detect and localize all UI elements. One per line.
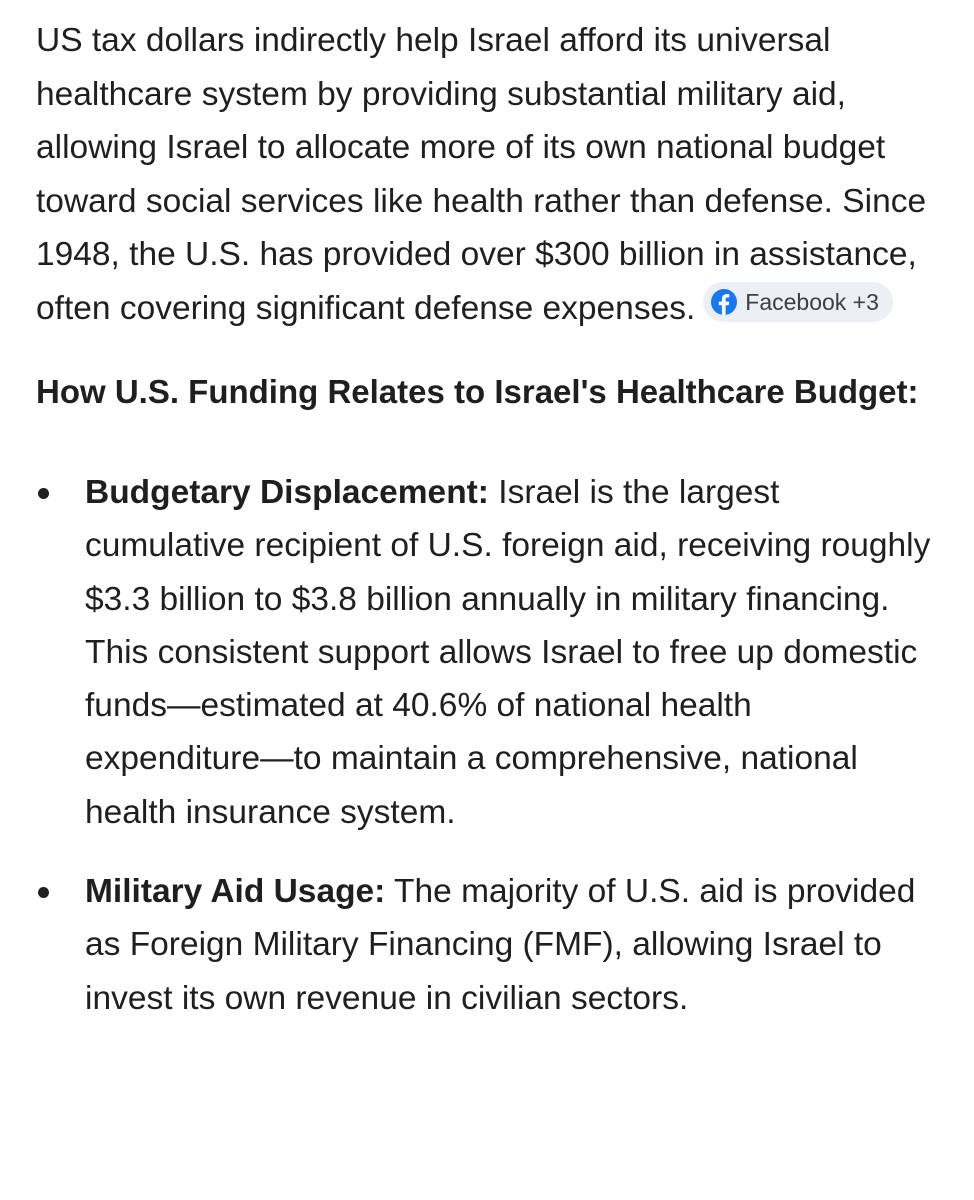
source-chip-label: Facebook +3: [745, 288, 879, 315]
bullet-text: The majority of U.S. aid is provided as Foreign Military Financing (FMF), allowing Israel to invest its own revenue in civilian sectors.: [85, 873, 916, 1017]
intro-text: US tax dollars indirectly help Israel afford its universal healthcare system by providing substantial military aid, allowing Israel to allocate more of its own national budget toward social services like health rather than defense. Since 1948, the U.S. has provided over $300 billion in assistance, often covering significant defense expenses.: [36, 22, 927, 327]
intro-paragraph: [36, 14, 934, 335]
bullet-term: Military Aid Usage:: [85, 873, 386, 911]
list-item: [36, 865, 934, 1025]
source-chip[interactable]: [703, 282, 893, 322]
section-heading: How U.S. Funding Relates to Israel's Healthcare Budget:: [36, 373, 919, 410]
bullet-dot: [38, 887, 49, 898]
bullet-text: Israel is the largest cumulative recipient of U.S. foreign aid, receiving roughly $3.3 billion to $3.8 billion annually in military financing. This consistent support allows Israel to free up domestic funds—estimated at 40.6% of national health expenditure—to maintain a comprehensive, national health insurance system.: [85, 474, 931, 831]
bullet-term: Budgetary Displacement:: [85, 474, 489, 511]
bullet-dot: [38, 488, 49, 499]
facebook-icon: [711, 289, 737, 315]
bullet-list: [36, 466, 934, 1025]
list-item: [36, 466, 934, 839]
